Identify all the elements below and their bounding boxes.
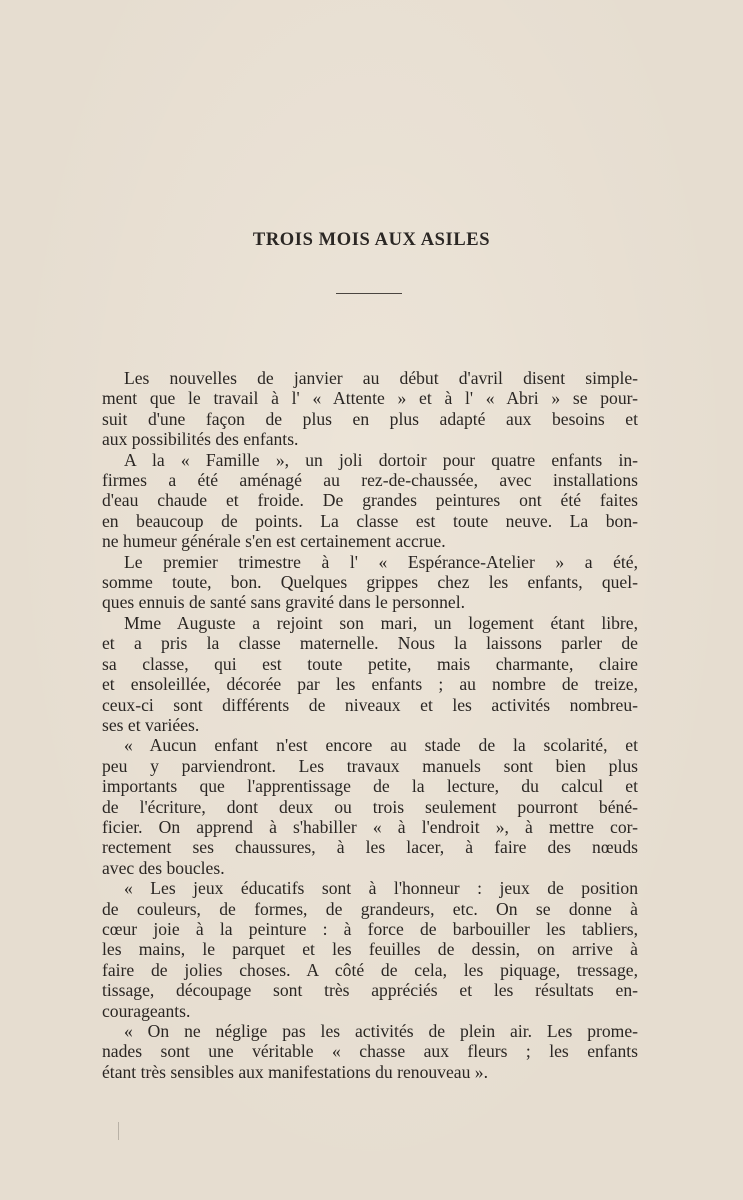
text-line: ficier. On apprend à s'habiller « à l'endroit », à mettre cor- <box>102 816 638 837</box>
text-line: « On ne néglige pas les activités de plein air. Les prome- <box>124 1021 638 1041</box>
text-line: ment que le travail à l' « Attente » et à l' « Abri » se pour- <box>102 388 638 409</box>
paragraph <box>102 1021 638 1082</box>
text-line: peu y parviendront. Les travaux manuels sont bien plus <box>102 755 638 776</box>
text-line: en beaucoup de points. La classe est toute neuve. La bon- <box>102 510 638 531</box>
text-line: et a pris la classe maternelle. Nous la laissons parler de <box>102 633 638 654</box>
text-line: suit d'une façon de plus en plus adapté aux besoins et <box>102 408 638 429</box>
paragraph <box>102 878 638 1021</box>
text-line: Le premier trimestre à l' « Espérance-Atelier » a été, <box>124 551 638 572</box>
text-line: Mme Auguste a rejoint son mari, un logement étant libre, <box>124 612 638 633</box>
page-title: TROIS MOIS AUX ASILES <box>252 230 491 250</box>
paragraph <box>102 368 638 450</box>
text-line: de l'écriture, dont deux ou trois seulement pourront béné- <box>102 796 638 817</box>
text-line: d'eau chaude et froide. De grandes peintures ont été faites <box>102 490 638 511</box>
text-line: A la « Famille », un joli dortoir pour quatre enfants in- <box>124 449 638 470</box>
text-line: « Aucun enfant n'est encore au stade de la scolarité, et <box>124 735 638 756</box>
text-line: somme toute, bon. Quelques grippes chez les enfants, quel- <box>102 572 638 593</box>
text-line: cœur joie à la peinture : à force de barbouiller les tabliers, <box>102 918 638 939</box>
text-line: étant très sensibles aux manifestations du renouveau ». <box>102 1061 488 1082</box>
text-line: ceux-ci sont différents de niveaux et les activités nombreu- <box>102 694 638 715</box>
text-line: et ensoleillée, décorée par les enfants ; au nombre de treize, <box>102 674 638 695</box>
text-line: « Les jeux éducatifs sont à l'honneur : jeux de position <box>124 878 638 899</box>
text-line: tissage, découpage sont très appréciés et les résultats en- <box>102 980 638 1001</box>
text-line: firmes a été aménagé au rez-de-chaussée, avec installations <box>102 470 638 491</box>
title-divider <box>336 293 402 294</box>
paragraph <box>102 613 638 735</box>
text-line: avec des boucles. <box>102 857 225 878</box>
paragraph <box>102 735 638 878</box>
text-line: les mains, le parquet et les feuilles de dessin, on arrive à <box>102 939 638 960</box>
article-body <box>102 368 638 1082</box>
text-line: de couleurs, de formes, de grandeurs, etc. On se donne à <box>102 898 638 919</box>
text-line: sa classe, qui est toute petite, mais charmante, claire <box>102 653 638 674</box>
text-line: ques ennuis de santé sans gravité dans le personnel. <box>102 592 466 613</box>
text-line: courageants. <box>102 1000 191 1021</box>
text-line: ne humeur générale s'en est certainement accrue. <box>102 531 446 552</box>
text-line: rectement ses chaussures, à les lacer, à faire des nœuds <box>102 837 638 858</box>
text-line: importants que l'apprentissage de la lecture, du calcul et <box>102 776 638 797</box>
text-line: faire de jolies choses. A côté de cela, les piquage, tressage, <box>102 959 638 980</box>
text-line: ses et variées. <box>102 714 200 735</box>
text-line: aux possibilités des enfants. <box>102 429 299 450</box>
paragraph <box>102 552 638 613</box>
paragraph <box>102 450 638 552</box>
margin-mark <box>118 1122 121 1140</box>
text-line: nades sont une véritable « chasse aux fleurs ; les enfants <box>102 1041 638 1062</box>
text-line: Les nouvelles de janvier au début d'avril disent simple- <box>124 368 638 388</box>
